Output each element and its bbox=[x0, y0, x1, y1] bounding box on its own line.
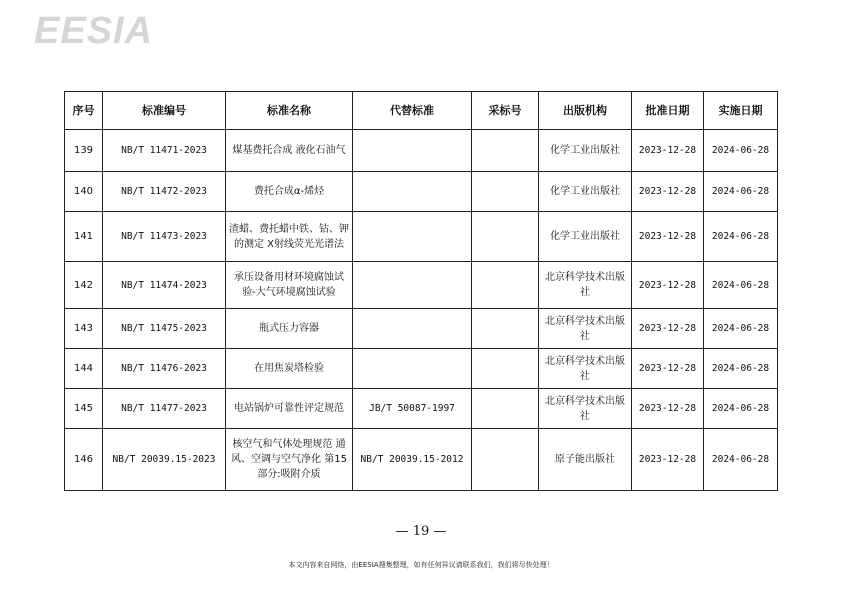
cell-publisher: 北京科学技术出版社 bbox=[539, 309, 632, 349]
cell-standard-code: NB/T 11472-2023 bbox=[103, 172, 226, 212]
table-row bbox=[65, 172, 778, 212]
cell-publisher: 原子能出版社 bbox=[539, 429, 632, 491]
cell-standard-name: 承压设备用材环境腐蚀试验-大气环境腐蚀试验 bbox=[226, 262, 353, 309]
eesia-logo: EESIA bbox=[34, 10, 154, 52]
cell-standard-name: 瓶式压力容器 bbox=[226, 309, 353, 349]
cell-replaced-standard bbox=[353, 262, 472, 309]
cell-approval-date: 2023-12-28 bbox=[632, 389, 704, 429]
cell-standard-name: 核空气和气体处理规范 通风、空调与空气净化 第15部分:吸附介质 bbox=[226, 429, 353, 491]
cell-replaced-standard bbox=[353, 349, 472, 389]
cell-approval-date: 2023-12-28 bbox=[632, 262, 704, 309]
table-row bbox=[65, 429, 778, 491]
cell-standard-code: NB/T 20039.15-2023 bbox=[103, 429, 226, 491]
cell-standard-code: NB/T 11471-2023 bbox=[103, 130, 226, 172]
cell-publisher: 化学工业出版社 bbox=[539, 212, 632, 262]
cell-standard-name: 煤基费托合成 液化石油气 bbox=[226, 130, 353, 172]
cell-publisher: 北京科学技术出版社 bbox=[539, 389, 632, 429]
cell-effective-date: 2024-06-28 bbox=[704, 389, 778, 429]
table-row bbox=[65, 212, 778, 262]
cell-replaced-standard bbox=[353, 130, 472, 172]
cell-publisher: 化学工业出版社 bbox=[539, 172, 632, 212]
cell-approval-date: 2023-12-28 bbox=[632, 172, 704, 212]
table-row bbox=[65, 349, 778, 389]
cell-publisher: 化学工业出版社 bbox=[539, 130, 632, 172]
cell-effective-date: 2024-06-28 bbox=[704, 212, 778, 262]
header-adoption-number: 采标号 bbox=[472, 92, 539, 130]
standards-table bbox=[64, 91, 778, 491]
cell-standard-code: NB/T 11475-2023 bbox=[103, 309, 226, 349]
cell-effective-date: 2024-06-28 bbox=[704, 172, 778, 212]
cell-approval-date: 2023-12-28 bbox=[632, 130, 704, 172]
cell-replaced-standard bbox=[353, 309, 472, 349]
cell-standard-code: NB/T 11476-2023 bbox=[103, 349, 226, 389]
table-header-row bbox=[65, 92, 778, 130]
cell-standard-code: NB/T 11477-2023 bbox=[103, 389, 226, 429]
cell-approval-date: 2023-12-28 bbox=[632, 349, 704, 389]
cell-standard-name: 费托合成α-烯烃 bbox=[226, 172, 353, 212]
page-number: — 19 — bbox=[395, 524, 447, 539]
header-publisher: 出版机构 bbox=[539, 92, 632, 130]
cell-serial: 146 bbox=[65, 429, 103, 491]
header-replaced-standard: 代替标准 bbox=[353, 92, 472, 130]
cell-serial: 143 bbox=[65, 309, 103, 349]
cell-adoption-number bbox=[472, 212, 539, 262]
cell-serial: 139 bbox=[65, 130, 103, 172]
cell-replaced-standard bbox=[353, 172, 472, 212]
cell-adoption-number bbox=[472, 389, 539, 429]
cell-effective-date: 2024-06-28 bbox=[704, 309, 778, 349]
cell-replaced-standard: NB/T 20039.15-2012 bbox=[353, 429, 472, 491]
cell-standard-name: 渣蜡、费托蜡中铁、钴、钾的测定 X射线荧光光谱法 bbox=[226, 212, 353, 262]
cell-standard-code: NB/T 11473-2023 bbox=[103, 212, 226, 262]
cell-adoption-number bbox=[472, 130, 539, 172]
cell-standard-name: 在用焦炭塔检验 bbox=[226, 349, 353, 389]
cell-serial: 140 bbox=[65, 172, 103, 212]
cell-serial: 145 bbox=[65, 389, 103, 429]
cell-publisher: 北京科学技术出版社 bbox=[539, 349, 632, 389]
cell-adoption-number bbox=[472, 349, 539, 389]
cell-approval-date: 2023-12-28 bbox=[632, 212, 704, 262]
footer-disclaimer: 本文内容来自网络，由EESIA搜集整理，如有任何异议请联系我们，我们将尽快处理！ bbox=[288, 561, 554, 569]
cell-standard-code: NB/T 11474-2023 bbox=[103, 262, 226, 309]
cell-standard-name: 电站锅炉可靠性评定规范 bbox=[226, 389, 353, 429]
header-standard-code: 标准编号 bbox=[103, 92, 226, 130]
cell-approval-date: 2023-12-28 bbox=[632, 429, 704, 491]
cell-replaced-standard: JB/T 50087-1997 bbox=[353, 389, 472, 429]
header-effective-date: 实施日期 bbox=[704, 92, 778, 130]
header-approval-date: 批准日期 bbox=[632, 92, 704, 130]
cell-effective-date: 2024-06-28 bbox=[704, 262, 778, 309]
cell-effective-date: 2024-06-28 bbox=[704, 429, 778, 491]
header-serial: 序号 bbox=[65, 92, 103, 130]
header-standard-name: 标准名称 bbox=[226, 92, 353, 130]
cell-effective-date: 2024-06-28 bbox=[704, 349, 778, 389]
table-row bbox=[65, 130, 778, 172]
cell-replaced-standard bbox=[353, 212, 472, 262]
cell-publisher: 北京科学技术出版社 bbox=[539, 262, 632, 309]
cell-approval-date: 2023-12-28 bbox=[632, 309, 704, 349]
table-row bbox=[65, 309, 778, 349]
cell-serial: 141 bbox=[65, 212, 103, 262]
table-row bbox=[65, 389, 778, 429]
cell-adoption-number bbox=[472, 309, 539, 349]
cell-effective-date: 2024-06-28 bbox=[704, 130, 778, 172]
table-row bbox=[65, 262, 778, 309]
cell-serial: 144 bbox=[65, 349, 103, 389]
cell-adoption-number bbox=[472, 262, 539, 309]
cell-serial: 142 bbox=[65, 262, 103, 309]
cell-adoption-number bbox=[472, 429, 539, 491]
cell-adoption-number bbox=[472, 172, 539, 212]
